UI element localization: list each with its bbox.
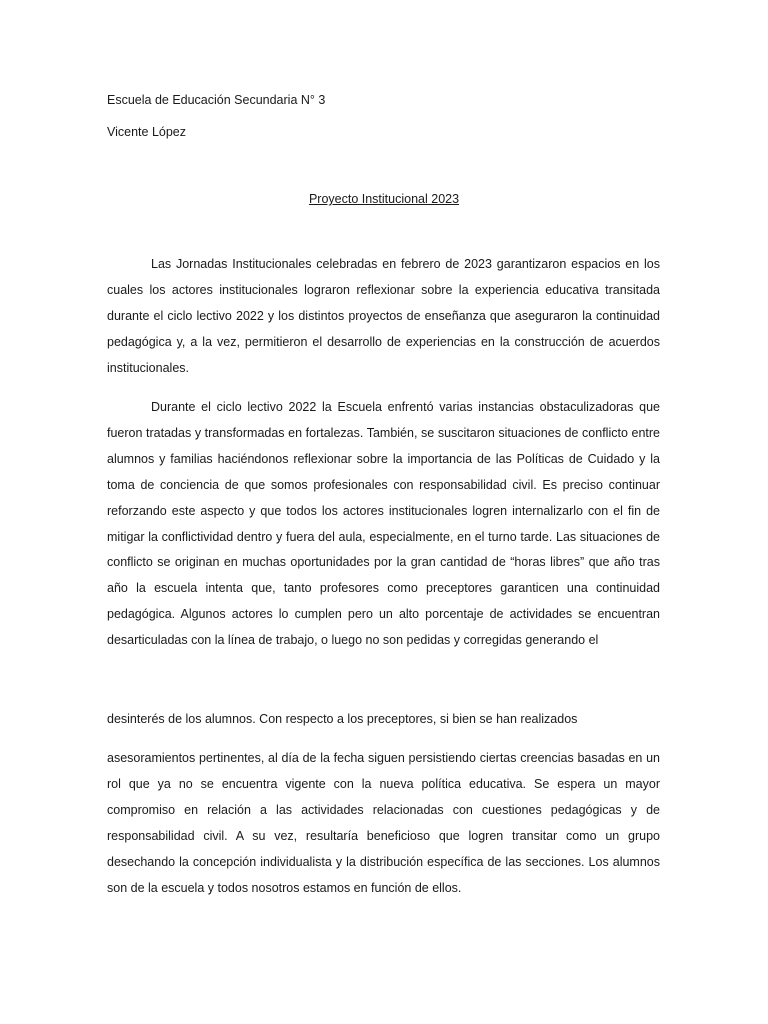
school-name: Escuela de Educación Secundaria N° 3 bbox=[107, 93, 326, 107]
paragraph-ciclo-lectivo: Durante el ciclo lectivo 2022 la Escuela enfrentó varias instancias obstaculizadoras que fueron tratadas y transformadas en fortalezas. También, se suscitaron situaciones de conflicto entre alumnos y familias haciéndonos reflexionar sobre la importancia de las Políticas de Cuidado y la toma de conciencia de que somos profesionales con responsabilidad civil. Es preciso continuar reforzando este aspecto y que todos los actores institucionales logren internalizarlo con el fin de mitigar la conflictividad dentro y fuera del aula, especialmente, en el turno tarde. Las situaciones de conflicto se originan en muchas oportunidades por la gran cantidad de “horas libres” que año tras año la escuela intenta que, tanto profesores como preceptores garanticen una continuidad pedagógica. Algunos actores lo cumplen pero un alto porcentaje de actividades se encuentran desarticuladas con la línea de trabajo, o luego no son pedidas y corregidas generando el bbox=[107, 400, 660, 648]
document-title: Proyecto Institucional 2023 bbox=[308, 192, 460, 206]
school-location: Vicente López bbox=[107, 125, 186, 139]
paragraph-asesoramientos: asesoramientos pertinentes, al día de la fecha siguen persistiendo ciertas creencias basadas en un rol que ya no se encuentra vigente con la nueva política educativa. Se espera un mayor compromiso en relación a las actividades relacionadas con cuestiones pedagógicas y de responsabilidad civil. A su vez, resultaría beneficioso que logren transitar como un grupo desechando la concepción individualista y la distribución específica de las secciones. Los alumnos son de la escuela y todos nosotros estamos en función de ellos. bbox=[107, 751, 660, 895]
paragraph-desinteres: desinterés de los alumnos. Con respecto a los preceptores, si bien se han realizados bbox=[107, 712, 578, 726]
paragraph-jornadas: Las Jornadas Institucionales celebradas en febrero de 2023 garantizaron espacios en los cuales los actores institucionales lograron reflexionar sobre la experiencia educativa transitada durante el ciclo lectivo 2022 y los distintos proyectos de enseñanza que aseguraron la continuidad pedagógica y, a la vez, permitieron el desarrollo de experiencias en la construcción de acuerdos institucionales. bbox=[107, 257, 660, 375]
